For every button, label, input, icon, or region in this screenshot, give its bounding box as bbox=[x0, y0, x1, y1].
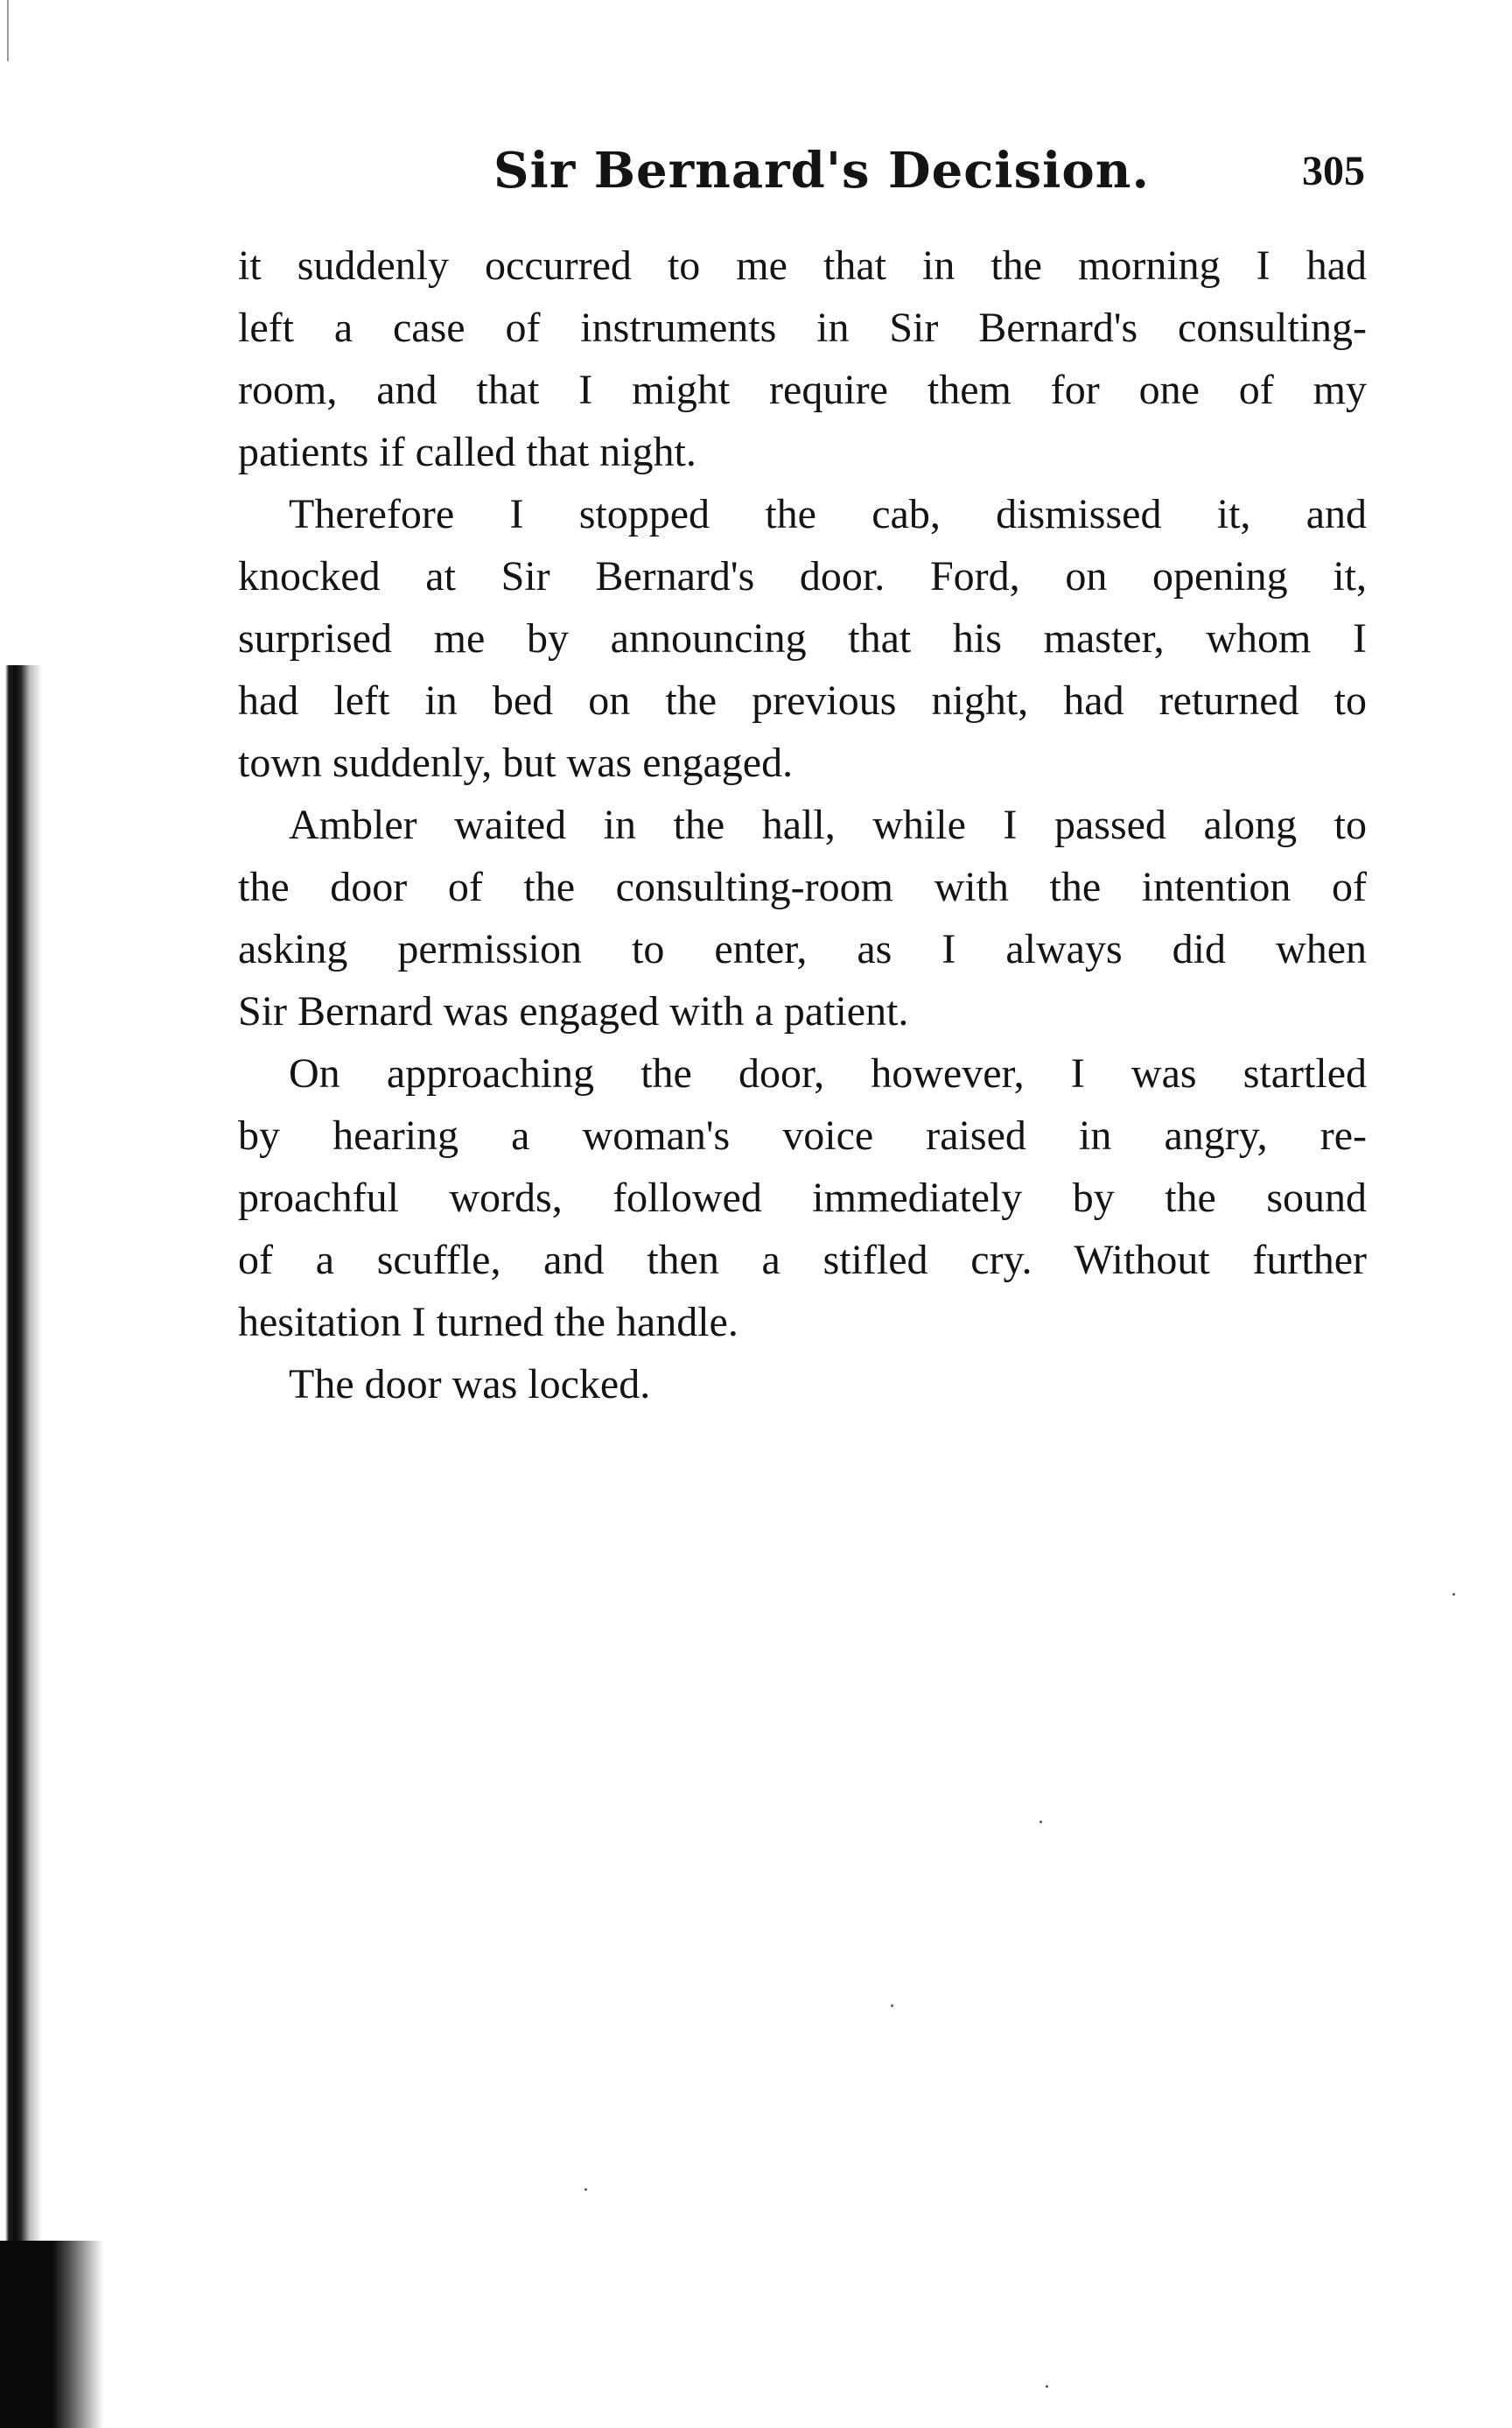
text-line: left a case of instruments in Sir Bernard's consulting- bbox=[238, 305, 1367, 351]
text-line: knocked at Sir Bernard's door. Ford, on opening it, bbox=[238, 553, 1367, 600]
text-line: asking permission to enter, as I always did when bbox=[238, 926, 1367, 972]
scan-speck bbox=[891, 2004, 893, 2007]
text-line: The door was locked. bbox=[289, 1361, 651, 1407]
text-line: surprised me by announcing that his master, whom I bbox=[238, 615, 1367, 662]
text-line: it suddenly occurred to me that in the morning I had bbox=[238, 242, 1367, 289]
text-line: of a scuffle, and then a stifled cry. Without further bbox=[238, 1237, 1367, 1283]
text-line: town suddenly, but was engaged. bbox=[238, 740, 794, 786]
text-line: patients if called that night. bbox=[238, 429, 696, 475]
page-header bbox=[238, 142, 1365, 212]
binding-shadow-bottom bbox=[0, 2241, 105, 2428]
binding-shadow bbox=[0, 665, 54, 2428]
body-text bbox=[238, 235, 1367, 1415]
text-line: On approaching the door, however, I was startled bbox=[289, 1050, 1367, 1097]
scan-speck bbox=[1046, 2385, 1048, 2388]
text-line: room, and that I might require them for one of my bbox=[238, 367, 1367, 413]
text-line: hesitation I turned the handle. bbox=[238, 1299, 738, 1345]
running-head: Sir Bernard's Decision. bbox=[494, 142, 1150, 200]
text-line: Therefore I stopped the cab, dismissed it, and bbox=[289, 491, 1367, 537]
text-line: by hearing a woman's voice raised in angry, re- bbox=[238, 1112, 1367, 1159]
text-line: Sir Bernard was engaged with a patient. bbox=[238, 988, 909, 1035]
scan-speck bbox=[584, 2188, 587, 2191]
text-line: Ambler waited in the hall, while I passed along to bbox=[289, 802, 1367, 848]
scan-speck bbox=[1452, 1593, 1455, 1596]
page-number: 305 bbox=[1302, 148, 1365, 194]
text-line: the door of the consulting-room with the intention of bbox=[238, 864, 1367, 910]
scan-speck bbox=[1040, 1821, 1042, 1823]
text-line: proachful words, followed immediately by the sound bbox=[238, 1175, 1367, 1221]
text-line: had left in bed on the previous night, had returned to bbox=[238, 677, 1367, 724]
scan-edge-mark bbox=[7, 0, 9, 61]
